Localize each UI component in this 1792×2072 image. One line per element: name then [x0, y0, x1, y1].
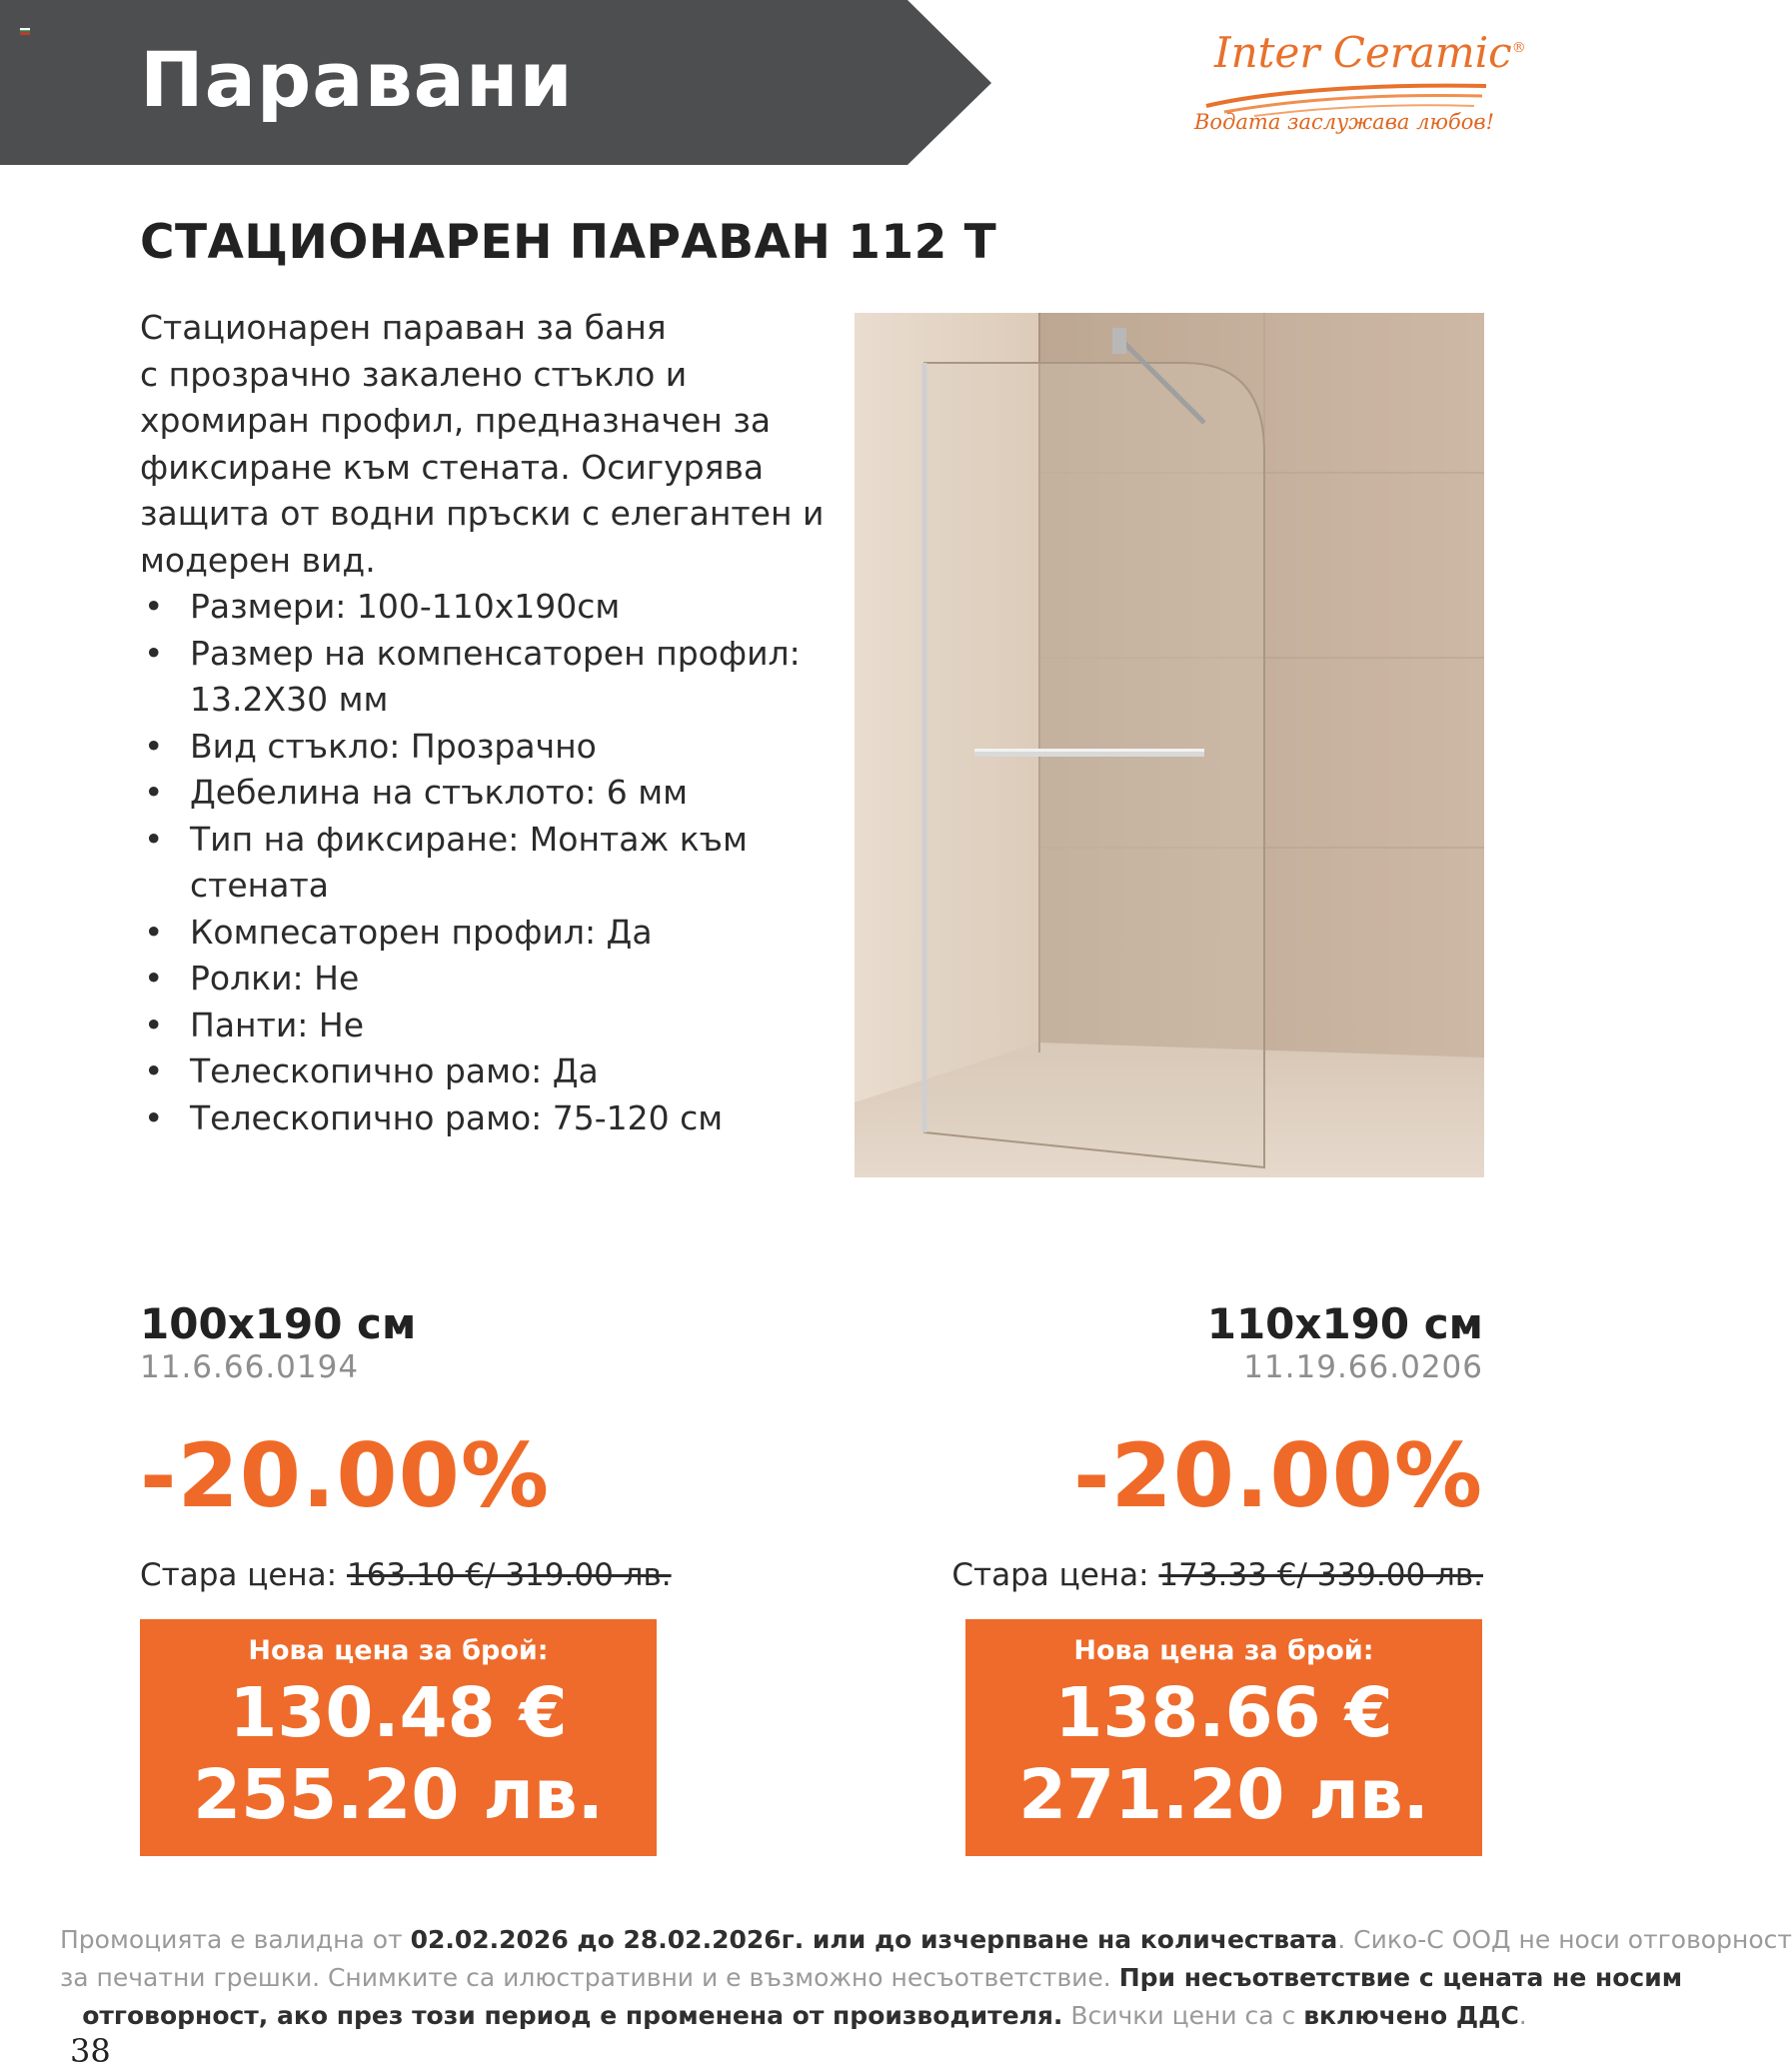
variant-code: 11.6.66.0194 [140, 1349, 360, 1385]
spec-item: • Тип на фиксиране: Монтаж към стената [144, 819, 748, 905]
old-price: Стара цена: 163.10 €/ 319.00 лв. [140, 1557, 672, 1593]
new-price-eur: 130.48 € [229, 1673, 568, 1753]
old-price: Стара цена: 173.33 €/ 339.00 лв. [951, 1557, 1483, 1593]
description-line: Стационарен параван за баня [140, 308, 667, 347]
new-price-bgn: 271.20 лв. [1018, 1755, 1429, 1835]
product-title: СТАЦИОНАРЕН ПАРАВАН 112 Т [140, 215, 997, 270]
brand-logo[interactable] [1194, 28, 1526, 143]
new-price-label: Нова цена за брой: [1073, 1635, 1374, 1666]
new-price-box [140, 1619, 657, 1856]
variant-size: 110x190 см [1206, 1299, 1483, 1348]
spec-list [140, 584, 840, 1141]
product-description [140, 305, 840, 1141]
spec-item: • Телескопично рамо: Да [144, 1051, 599, 1090]
spec-item: • Ролки: Не [144, 959, 360, 998]
discount-badge: -20.00% [1072, 1424, 1483, 1527]
spec-item: • Вид стъкло: Прозрачно [144, 726, 597, 766]
variant-code: 11.19.66.0206 [1243, 1349, 1483, 1385]
new-price-box [965, 1619, 1482, 1856]
spec-item: • Размери: 100-110x190см [144, 587, 621, 626]
spec-item: • Дебелина на стъклото: 6 мм [144, 773, 689, 812]
description-line: фиксиране към стената. Осигурява [140, 447, 765, 487]
flag-icon [20, 20, 30, 27]
spec-item: • Компесаторен профил: Да [144, 912, 653, 952]
variant-size: 100x190 см [140, 1299, 417, 1348]
brand-logo-name: Inter Ceramic® [1214, 28, 1526, 77]
spec-item: • Телескопично рамо: 75-120 см [144, 1097, 724, 1137]
disclaimer-line: отговорност, ако през този период е променена от производителя. Всички цени са с включено ДДС. [82, 2001, 1527, 2030]
spec-item: • Панти: Не [144, 1005, 365, 1044]
description-line: модерен вид. [140, 540, 376, 580]
page-number: 38 [70, 2032, 111, 2070]
description-line: защита от водни пръски с елегантен и [140, 494, 825, 533]
description-line: хромиран профил, предназначен за [140, 401, 772, 440]
disclaimer-line: Промоцията е валидна от 02.02.2026 до 28.02.2026г. или до изчерпване на количествата. Сико-С ООД не носи отговорност [60, 1925, 1792, 1954]
disclaimer-line: за печатни грешки. Снимките са илюстративни и е възможно несъответствие. При несъответствие с цената не носим [60, 1963, 1683, 1992]
new-price-eur: 138.66 € [1054, 1673, 1393, 1753]
description-line: с прозрачно закалено стъкло и [140, 354, 688, 394]
new-price-label: Нова цена за брой: [248, 1635, 549, 1666]
spec-item: • Размер на компенсаторен профил: 13.2X30 мм [144, 633, 801, 719]
discount-badge: -20.00% [140, 1424, 551, 1527]
brand-tagline: Водата заслужава любов! [1194, 110, 1495, 134]
page-section-title: Паравани [140, 35, 574, 124]
product-photo [855, 313, 1484, 1177]
promo-disclaimer [60, 1921, 1792, 2035]
new-price-bgn: 255.20 лв. [193, 1755, 604, 1835]
